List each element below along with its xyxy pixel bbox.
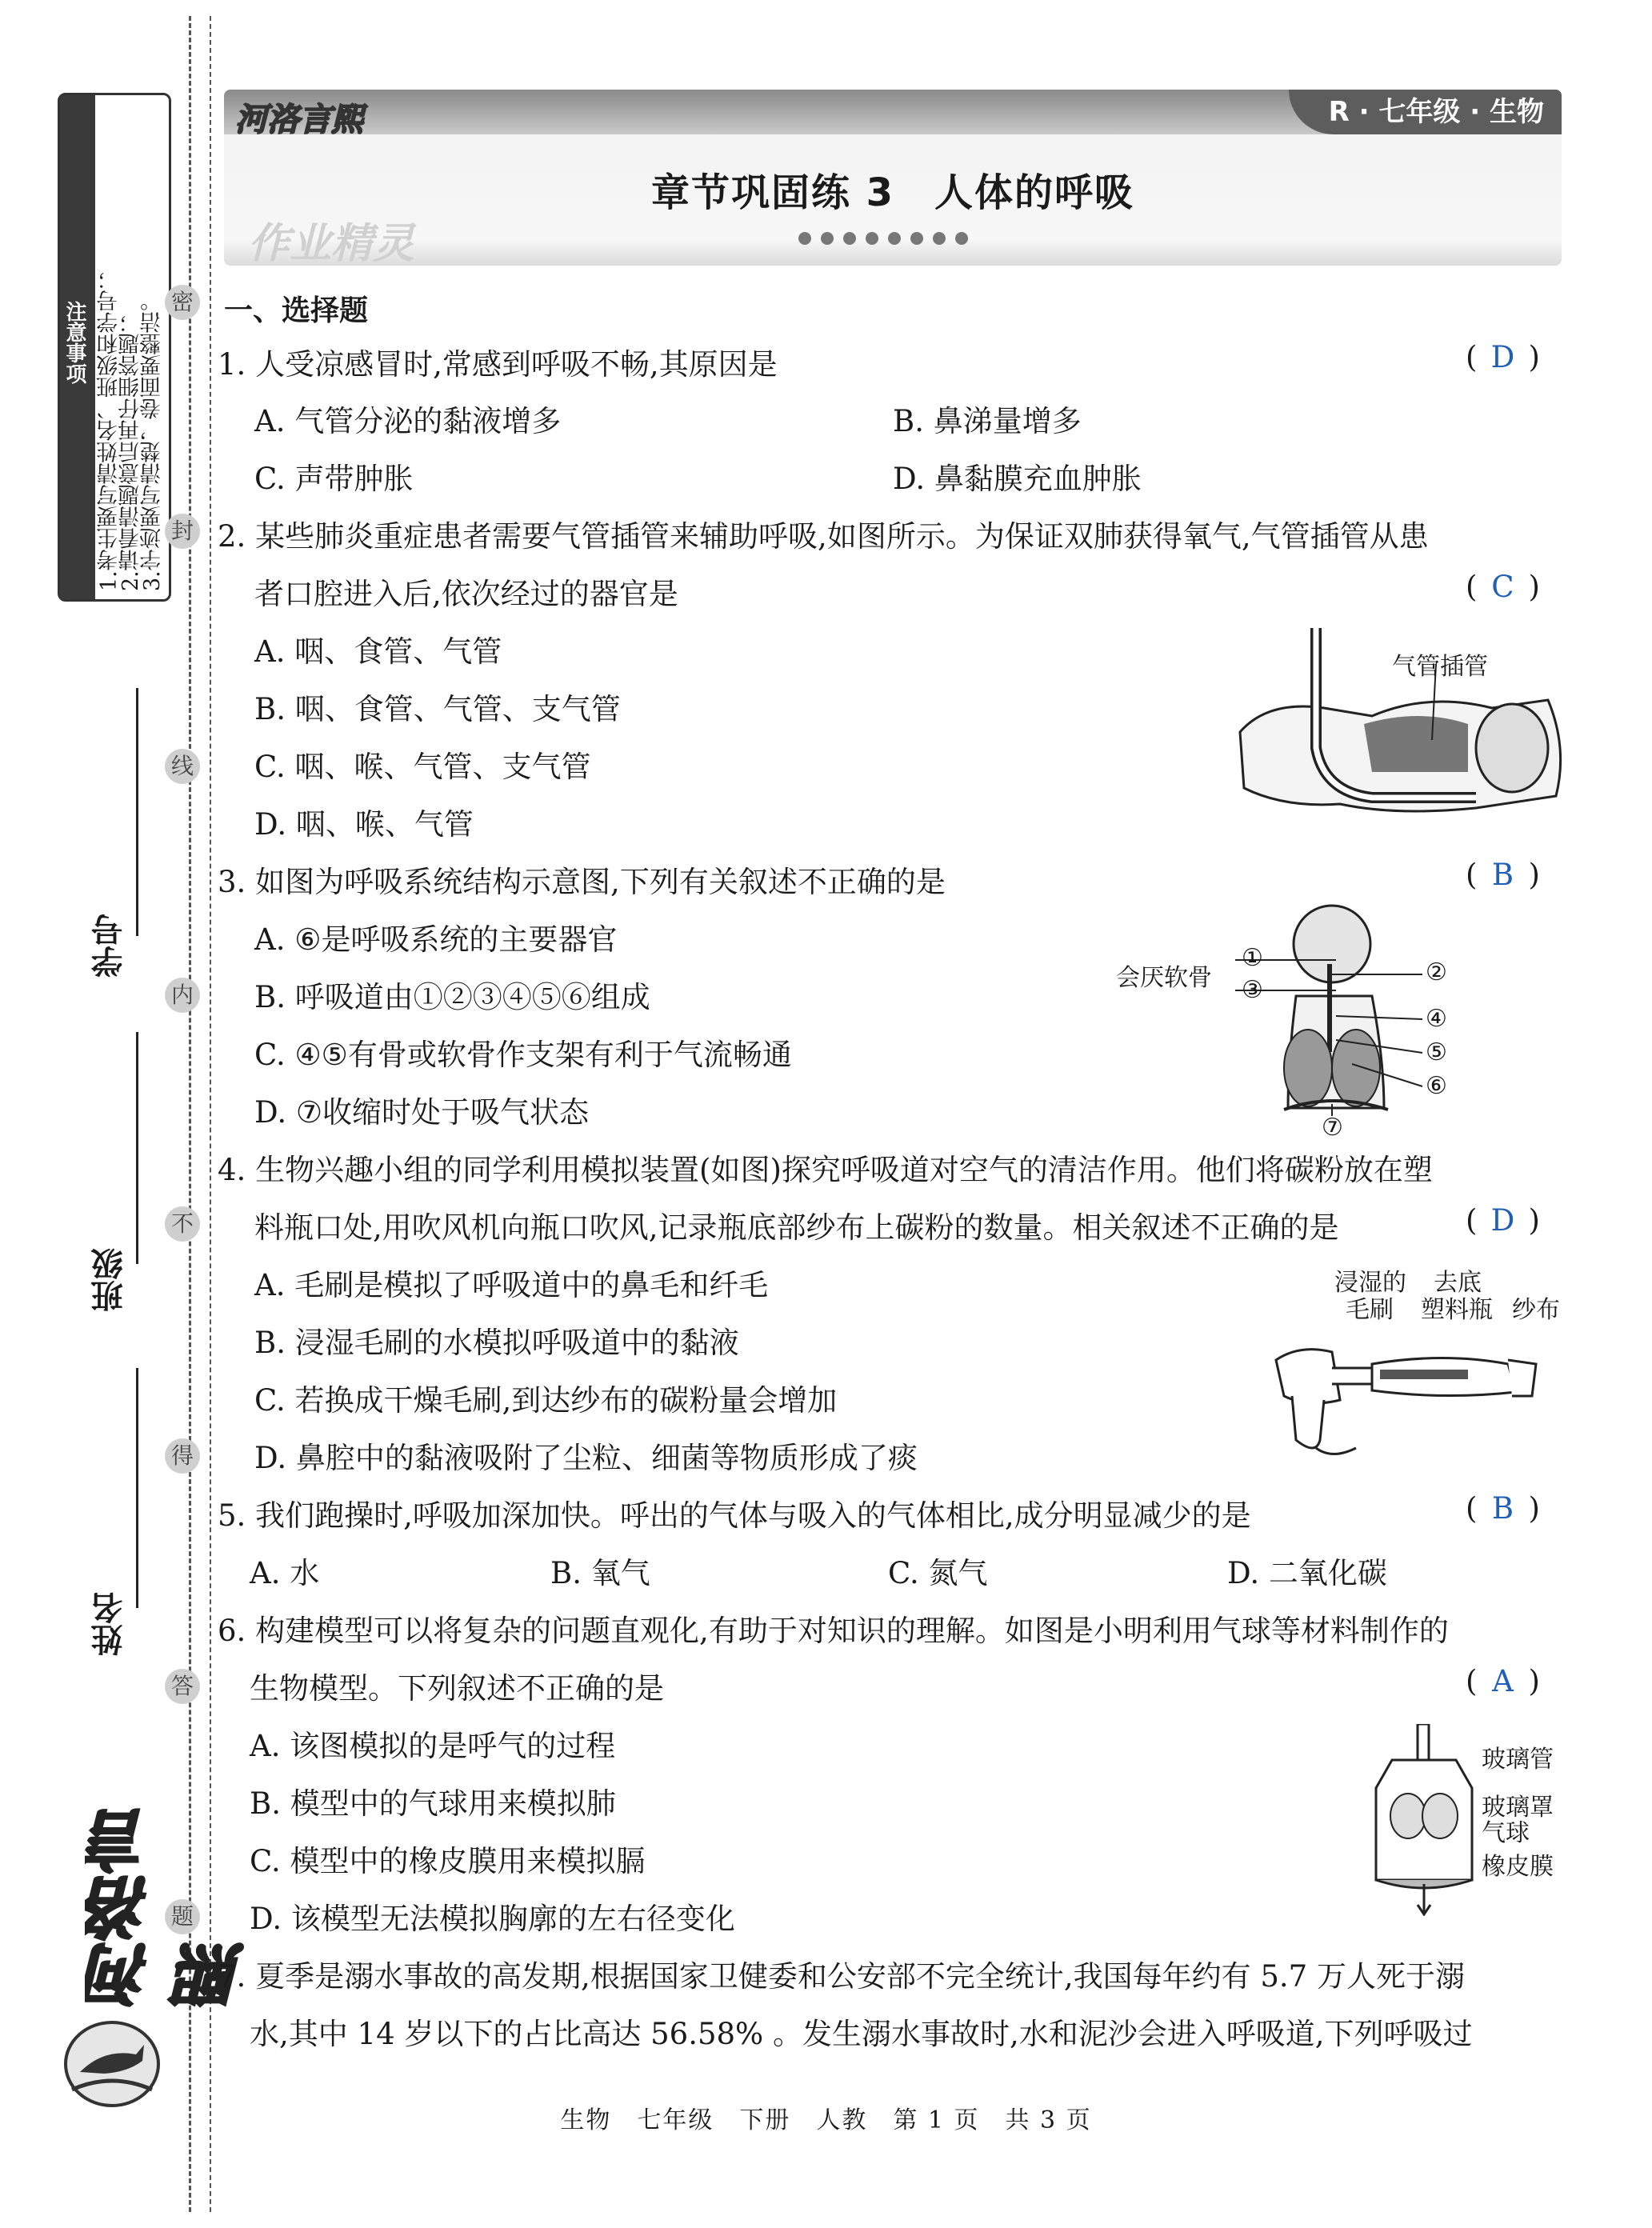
option: B. 咽、食管、气管、支气管 [254,692,621,726]
question-3-stem: 3. 如图为呼吸系统结构示意图,下列有关叙述不正确的是 [218,865,946,899]
edition-badge: R · 七年级 · 生物 [1289,90,1562,134]
option: D. ⑦收缩时处于吸气状态 [254,1095,590,1130]
question-1-stem: 1. 人受凉感冒时,常感到呼吸不畅,其原因是 [218,347,778,382]
device-label: 毛刷 [1346,1296,1394,1324]
notice-line-1: 1.考生要写清姓名、班级和学号； [97,268,122,591]
question-2-stem: 2. 某些肺炎重症患者需要气管插管来辅助呼吸,如图所示。为保证双肺获得氧气,气管插管从患 [218,519,1429,554]
seal-char: 密 [165,285,200,320]
notice-line-2: 2.请看清题意后再仔细答题； [118,311,143,591]
figure-number: ② [1426,958,1447,986]
option: B. 浸湿毛刷的水模拟呼吸道中的黏液 [254,1326,739,1360]
page-header [224,90,1562,266]
question-7-stem-cont: 水,其中 14 岁以下的占比高达 56.58% 。发生溺水事故时,水和泥沙会进入呼吸道,下列呼吸过 [250,2017,1473,2051]
epiglottis-label: 会厌软骨 [1116,964,1212,992]
option: D. 该模型无法模拟胸廓的左右径变化 [250,1902,735,1936]
option: B. 鼻涕量增多 [893,404,1082,438]
page-footer: 生物 七年级 下册 人教 第 1 页 共 3 页 [560,2106,1092,2134]
answer-2: ( C ) [1466,570,1540,604]
option: A. 毛刷是模拟了呼吸道中的鼻毛和纤毛 [254,1268,769,1302]
name-line [136,1368,138,1608]
answer-3: ( B ) [1466,858,1540,892]
side-brand-logo: 河洛言熙 [85,1806,254,2008]
question-4-stem-cont: 料瓶口处,用吹风机向瓶口吹风,记录瓶底部纱布上碳粉的数量。相关叙述不正确的是 [254,1210,1339,1245]
section-title: 一、选择题 [224,294,369,327]
answer-4: ( D ) [1466,1203,1540,1238]
question-7-stem: 7. 夏季是溺水事故的高发期,根据国家卫健委和公安部不完全统计,我国每年约有 5.7 万人死于溺 [218,1959,1465,1994]
page-title: 章节巩固练 3 人体的呼吸 [650,170,1135,215]
header-brand: 河洛言熙 [235,102,363,138]
question-2-stem-cont: 者口腔进入后,依次经过的器官是 [254,577,678,611]
figure-number: ⑥ [1426,1072,1447,1100]
class-line [136,1032,138,1264]
question-5-stem: 5. 我们跑操时,呼吸加深加快。呼出的气体与吸入的气体相比,成分明显减少的是 [218,1498,1251,1533]
horse-emblem-icon [56,2016,168,2112]
model-label: 橡皮膜 [1482,1853,1554,1881]
model-label: 玻璃罩 [1482,1794,1554,1822]
question-6-stem-cont: 生物模型。下列叙述不正确的是 [250,1671,664,1706]
answer-5: ( B ) [1466,1491,1540,1526]
notice-line-3: 3.字迹要写清楚，卷面要整洁。 [140,290,165,591]
option: A. 水 [250,1556,320,1590]
intubation-label: 气管插管 [1392,653,1488,681]
device-label: 塑料瓶 [1421,1296,1493,1324]
option: C. ④⑤有骨或软骨作支架有利于气流畅通 [254,1038,792,1072]
device-label: 浸湿的 [1334,1269,1406,1297]
seal-char: 封 [165,514,200,549]
figure-number: ① [1242,944,1263,972]
figure-number: ④ [1426,1005,1447,1033]
seal-char: 内 [165,978,200,1013]
option: D. 咽、喉、气管 [254,807,474,842]
option: B. 氧气 [550,1556,650,1590]
option: A. 该图模拟的是呼气的过程 [250,1729,616,1763]
student-no-line [136,688,138,936]
seal-char: 答 [165,1669,200,1704]
option: D. 二氧化碳 [1227,1556,1387,1590]
device-label: 纱布 [1512,1296,1560,1324]
hair-dryer-bottle-figure [1268,1320,1556,1460]
bell-jar-model-figure [1360,1724,1488,1916]
option: B. 模型中的气球用来模拟肺 [250,1786,616,1821]
question-6-stem: 6. 构建模型可以将复杂的问题直观化,有助于对知识的理解。如图是小明利用气球等材料制作的 [218,1614,1449,1648]
title-dots [798,232,978,248]
binding-dash-line-left [189,16,191,2212]
option: D. 鼻腔中的黏液吸附了尘粒、细菌等物质形成了痰 [254,1441,918,1475]
figure-number: ⑦ [1322,1114,1343,1142]
option: A. 咽、食管、气管 [254,634,502,669]
seal-char: 线 [165,749,200,784]
watermark: 作业精灵 [248,220,415,268]
notice-lines [98,103,164,591]
option: C. 氮气 [888,1556,988,1590]
seal-char: 得 [165,1438,200,1474]
notice-box [58,93,171,602]
option: D. 鼻黏膜充血肿胀 [893,462,1142,496]
figure-number: ③ [1242,976,1263,1004]
device-label: 去底 [1434,1269,1482,1297]
leader-lines [1216,944,1456,1136]
model-label: 玻璃管 [1482,1746,1554,1774]
notice-title: 注意事项 [60,95,95,599]
answer-1: ( D ) [1466,340,1540,374]
question-4-stem: 4. 生物兴趣小组的同学利用模拟装置(如图)探究呼吸道对空气的清洁作用。他们将碳粉放在塑 [218,1153,1433,1187]
option: C. 声带肿胀 [254,462,414,496]
option: B. 呼吸道由①②③④⑤⑥组成 [254,980,650,1014]
name-label: 姓名 [91,1592,128,1656]
seal-char: 不 [165,1206,200,1242]
option: A. 气管分泌的黏液增多 [254,404,562,438]
student-no-label: 学号 [91,914,128,978]
option: A. ⑥是呼吸系统的主要器官 [254,922,618,957]
option: C. 若换成干燥毛刷,到达纱布的碳粉量会增加 [254,1383,838,1418]
model-label: 气球 [1482,1819,1530,1847]
class-label: 班级 [91,1248,128,1312]
seal-char: 题 [165,1899,200,1934]
option: C. 咽、喉、气管、支气管 [254,750,591,784]
option: C. 模型中的橡皮膜用来模拟膈 [250,1844,646,1878]
binding-dash-line-right [210,16,211,2212]
answer-6: ( A ) [1466,1664,1540,1698]
figure-number: ⑤ [1426,1038,1447,1066]
